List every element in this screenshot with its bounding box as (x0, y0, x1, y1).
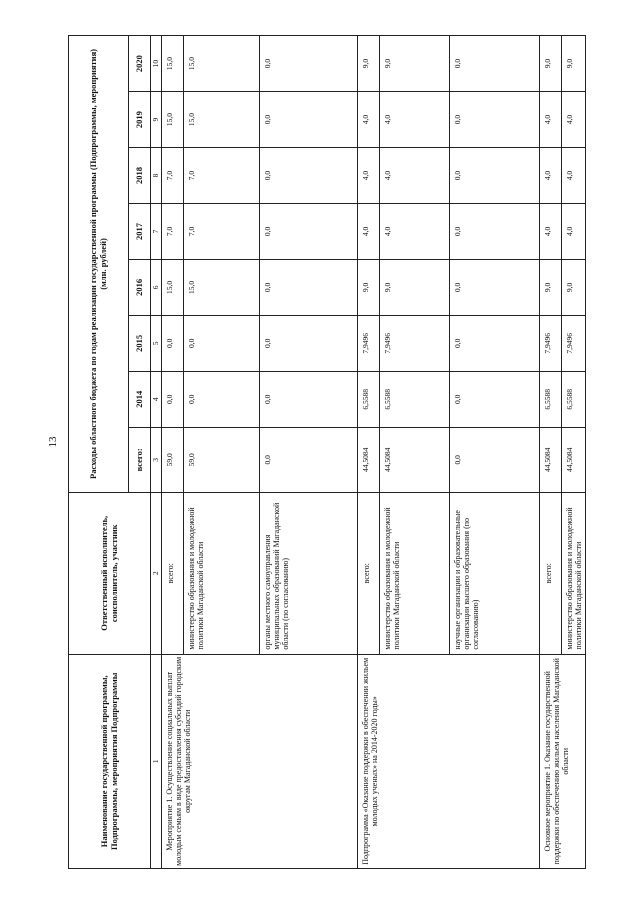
value-cell: 15,0 (162, 36, 184, 92)
value-cell: 0,0 (184, 315, 260, 371)
value-cell: 9,0 (562, 36, 586, 92)
value-cell: 0,0 (162, 371, 184, 427)
value-cell: 0,0 (450, 371, 540, 427)
value-cell: 4,0 (562, 203, 586, 259)
value-cell: 0,0 (450, 315, 540, 371)
value-cell: 4,0 (358, 203, 380, 259)
column-index: 2 (151, 492, 162, 654)
column-index: 1 (151, 654, 162, 868)
value-cell: 0,0 (450, 92, 540, 148)
rotated-table-container (68, 35, 584, 869)
header-name-column: Наименование государственной программы, Подпрограммы, мероприятия Подпрограммы (69, 654, 151, 868)
executor-cell: научные организации и образовательные организации высшего образования (по согласованию) (450, 492, 540, 654)
value-cell: 6,5588 (562, 371, 586, 427)
column-index: 8 (151, 148, 162, 204)
value-cell: 4,0 (540, 148, 562, 204)
value-cell: 9,0 (380, 259, 450, 315)
value-cell: 44,5084 (380, 427, 450, 492)
header-total: всего: (129, 427, 151, 492)
column-index: 4 (151, 371, 162, 427)
value-cell: 7,0 (162, 203, 184, 259)
page-number: 13 (47, 436, 59, 448)
header-year: 2020 (129, 36, 151, 92)
executor-cell: всего: (358, 492, 380, 654)
program-name-cell: Мероприятие 1. Осуществление социальных выплат молодым семьям в виде предоставления субсидий городским округам Магаданской области (162, 654, 358, 868)
value-cell: 4,0 (380, 148, 450, 204)
value-cell: 44,5084 (540, 427, 562, 492)
column-index: 5 (151, 315, 162, 371)
value-cell: 0,0 (162, 315, 184, 371)
header-year: 2015 (129, 315, 151, 371)
budget-table (68, 35, 586, 869)
value-cell: 9,0 (358, 36, 380, 92)
executor-cell: министерство образования и молодежной политики Магаданской области (562, 492, 586, 654)
value-cell: 7,0 (184, 203, 260, 259)
value-cell: 15,0 (162, 259, 184, 315)
table-row (358, 36, 380, 869)
value-cell: 0,0 (450, 203, 540, 259)
column-index: 10 (151, 36, 162, 92)
value-cell: 0,0 (260, 92, 358, 148)
value-cell: 0,0 (260, 259, 358, 315)
value-cell: 44,5084 (562, 427, 586, 492)
value-cell: 9,0 (380, 36, 450, 92)
program-name-cell: Основное мероприятие 1. Оказание государственной поддержки по обеспечению жильем населения Магаданской области (540, 654, 586, 868)
header-expenses-group: Расходы областного бюджета по годам реализации государственной программы (Подпрограммы, мероприятия) (млн. рублей) (69, 36, 129, 493)
value-cell: 4,0 (562, 92, 586, 148)
value-cell: 15,0 (184, 259, 260, 315)
value-cell: 4,0 (540, 203, 562, 259)
executor-cell: министерство образования и молодежной политики Магаданской области (380, 492, 450, 654)
column-index-row (151, 36, 162, 869)
value-cell: 4,0 (562, 148, 586, 204)
value-cell: 59,0 (162, 427, 184, 492)
value-cell: 7,9496 (562, 315, 586, 371)
value-cell: 4,0 (380, 203, 450, 259)
header-executor-column: Ответственный исполнитель, соисполнитель, участник (69, 492, 151, 654)
value-cell: 0,0 (450, 427, 540, 492)
column-index: 3 (151, 427, 162, 492)
value-cell: 0,0 (184, 371, 260, 427)
value-cell: 15,0 (184, 92, 260, 148)
value-cell: 6,5588 (380, 371, 450, 427)
value-cell: 9,0 (540, 36, 562, 92)
header-year: 2017 (129, 203, 151, 259)
value-cell: 0,0 (260, 371, 358, 427)
value-cell: 59,0 (184, 427, 260, 492)
header-year: 2014 (129, 371, 151, 427)
value-cell: 6,5588 (358, 371, 380, 427)
value-cell: 9,0 (358, 259, 380, 315)
column-index: 7 (151, 203, 162, 259)
executor-cell: министерство образования и молодежной политики Магаданской области (184, 492, 260, 654)
table-row (162, 36, 184, 869)
table-row (540, 36, 562, 869)
column-index: 9 (151, 92, 162, 148)
program-name-cell: Подпрограмма «Оказание поддержки в обеспечении жильем молодых ученых» на 2014-2020 годы» (358, 654, 540, 868)
header-year: 2018 (129, 148, 151, 204)
header-year: 2016 (129, 259, 151, 315)
value-cell: 4,0 (540, 92, 562, 148)
value-cell: 7,0 (184, 148, 260, 204)
value-cell: 4,0 (358, 92, 380, 148)
value-cell: 4,0 (358, 148, 380, 204)
value-cell: 0,0 (260, 148, 358, 204)
executor-cell: всего: (162, 492, 184, 654)
value-cell: 9,0 (562, 259, 586, 315)
value-cell: 0,0 (260, 427, 358, 492)
value-cell: 15,0 (184, 36, 260, 92)
column-index: 6 (151, 259, 162, 315)
value-cell: 7,9496 (380, 315, 450, 371)
executor-cell: органы местного самоуправления муниципальных образований Магаданской области (по согласованию) (260, 492, 358, 654)
value-cell: 6,5588 (540, 371, 562, 427)
value-cell: 9,0 (540, 259, 562, 315)
value-cell: 7,9496 (358, 315, 380, 371)
value-cell: 44,5084 (358, 427, 380, 492)
value-cell: 4,0 (380, 92, 450, 148)
value-cell: 0,0 (260, 36, 358, 92)
executor-cell: всего: (540, 492, 562, 654)
value-cell: 7,9496 (540, 315, 562, 371)
value-cell: 0,0 (260, 315, 358, 371)
header-year: 2019 (129, 92, 151, 148)
value-cell: 15,0 (162, 92, 184, 148)
value-cell: 0,0 (450, 259, 540, 315)
value-cell: 0,0 (450, 148, 540, 204)
value-cell: 7,0 (162, 148, 184, 204)
value-cell: 0,0 (450, 36, 540, 92)
value-cell: 0,0 (260, 203, 358, 259)
